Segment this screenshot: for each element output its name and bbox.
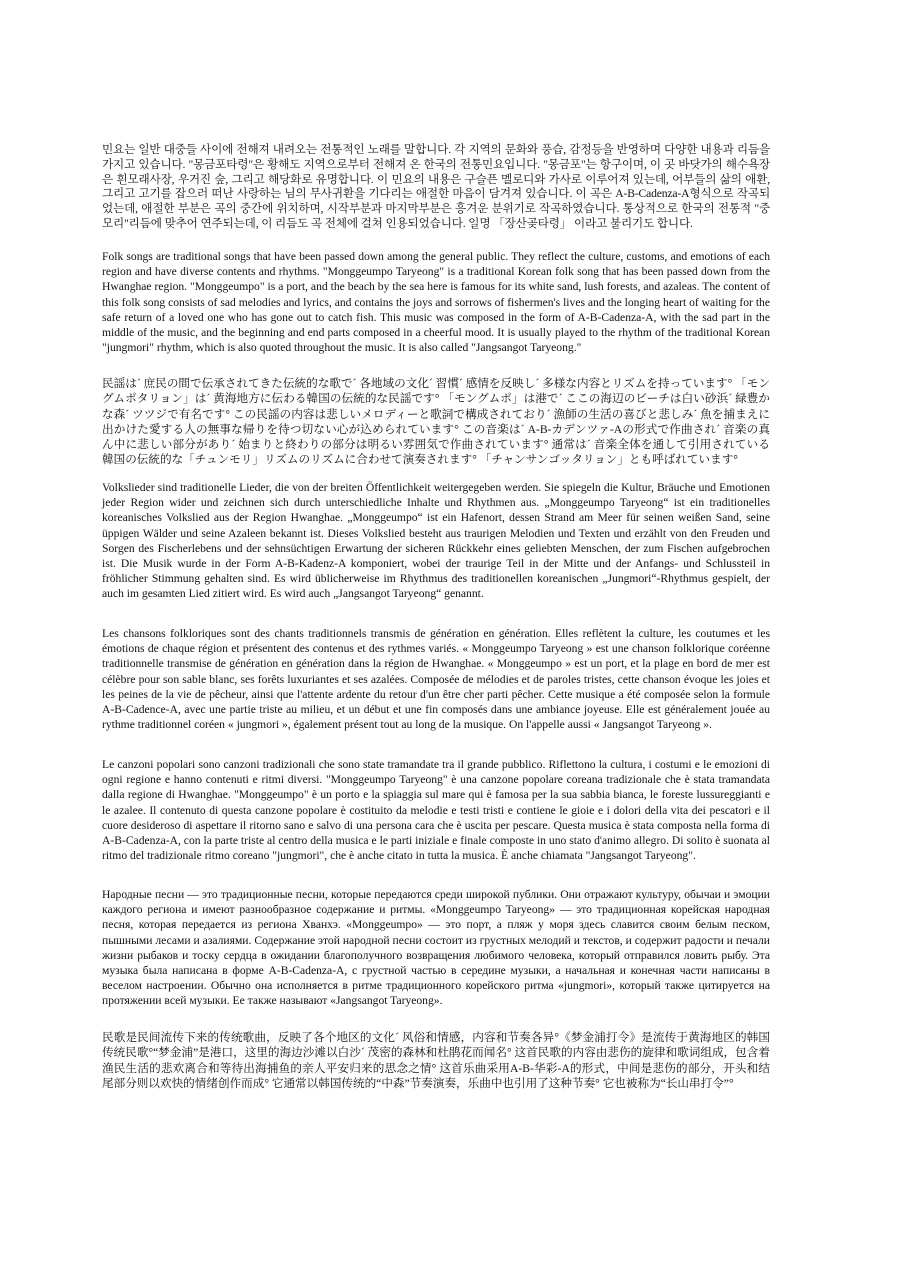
paragraph-russian: Народные песни — это традиционные песни, которые передаются среди широкой публики. Они отражают культуру, обычаи и эмоции каждого региона и имеют разнообразное содержание и ритмы. «Monggeumpo Taryeong» — это традиционная корейская народная песня, которая передается из региона Хванхэ. «Monggeumpo» — это порт, а пляж у моря здесь славится своим белым песком, пышными лесами и азалиями. Содержание этой народной песни состоит из грустных мелодий и текстов, и содержит радости и печали жизни рыбаков и тоску сердца в ожидании благополучного возвращения любимого человека, который отправился ловить рыбу. Эта музыка была написана в форме A-B-Cadenza-A, с грустной частью в середине музыки, а начальная и конечная части написаны в веселом настроении. Обычно она исполняется в ритме традиционного корейского ритма «jungmori», который также цитируется на протяжении всей музыки. Ее также называют «Jangsangot Taryeong». (102, 888, 770, 1008)
paragraph-chinese: 民歌是民间流传下来的传统歌曲，反映了各个地区的文化´ 风俗和情感，内容和节奏各异°《梦金浦打令》是流传于黄海地区的韩国传统民歌°“梦金浦”是港口，这里的海边沙滩以白沙´ 茂密的森林和杜鹃花而闻名° 这首民歌的内容由悲伤的旋律和歌词组成，包含着渔民生活的悲欢离合和等待出海捕鱼的亲人平安归来的思念之情° 这首乐曲采用A-B-华彩-A的形式，中间是悲伤的部分，开头和结尾部分则以欢快的情绪创作而成° 它通常以韩国传统的“中森”节奏演奏，乐曲中也引用了这种节奏° 它也被称为“长山串打令”° (102, 1031, 770, 1090)
paragraph-italian: Le canzoni popolari sono canzoni tradizionali che sono state tramandate tra il grande pubblico. Riflettono la cultura, i costumi e le emozioni di ogni regione e hanno contenuti e ritmi diversi. "Monggeumpo Taryeong" è una canzone popolare coreana tradizionale che è stata tramandata dalla regione di Hwanghae. "Monggeumpo" è un porto e la spiaggia sul mare qui è famosa per la sua sabbia bianca, le foreste lussureggianti e le azalee. Il contenuto di questa canzone popolare è costituito da melodie e testi tristi e contiene le gioie e i dolori della vita dei pescatori e il cuore desideroso di aspettare il ritorno sano e salvo di una persona cara che è uscita per pescare. Questa musica è stata composta nella forma di A-B-Cadenza-A, con la parte triste al centro della musica e le parti iniziale e finale composte in uno stato d'animo allegro. Di solito è suonata al ritmo del tradizionale ritmo coreano "jungmori", che è anche citato in tutta la musica. È anche chiamata "Jangsangot Taryeong". (102, 758, 770, 863)
paragraph-german: Volkslieder sind traditionelle Lieder, die von der breiten Öffentlichkeit weitergegeben werden. Sie spiegeln die Kultur, Bräuche und Emotionen jeder Region wider und zeichnen sich durch unterschiedliche Inhalte und Rhythmen aus. „Monggeumpo Taryeong“ ist ein traditionelles koreanisches Volkslied aus der Region Hwanghae. „Monggeumpo“ ist ein Hafenort, dessen Strand am Meer für seinen weißen Sand, seine üppigen Wälder und seine Azaleen bekannt ist. Dieses Volkslied besteht aus traurigen Melodien und Texten und erzählt von den Freuden und Sorgen des Fischerlebens und der sehnsüchtigen Erwartung der sicheren Rückkehr eines geliebten Menschen, der zum Fischen aufgebrochen ist. Die Musik wurde in der Form A-B-Kadenz-A komponiert, wobei der traurige Teil in der Mitte und der Anfangs- und Schlussteil in fröhlicher Stimmung gehalten sind. Es wird üblicherweise im Rhythmus des traditionellen koreanischen „Jungmori“-Rhythmus gespielt, der auch im gesamten Lied zitiert wird. Es wird auch „Jangsangot Taryeong“ genannt. (102, 481, 770, 601)
paragraph-korean: 민요는 일반 대중들 사이에 전해져 내려오는 전통적인 노래를 말합니다. 각 지역의 문화와 풍습, 감정등을 반영하며 다양한 내용과 리듬을 가지고 있습니다. "몽금포타령"은 황해도 지역으로부터 전해져 온 한국의 전통민요입니다. "몽금포"는 항구이며, 이 곳 바닷가의 해수욕장은 흰모래사장, 우거진 숲, 그리고 해당화로 유명합니다. 이 민요의 내용은 구슬픈 멜로디와 가사로 이루어져 있는데, 어부들의 삶의 애환, 그리고 고기를 잡으러 떠난 사랑하는 님의 무사귀환을 기다리는 애절한 마음이 담겨져 있습니다. 이 곡은 A-B-Cadenza-A형식으로 작곡되었는데, 애절한 부분은 곡의 중간에 위치하며, 시작부분과 마지막부분은 흥겨운 분위기로 작곡하였습니다. 통상적으로 한국의 전통적 "중모리"리듬에 맞추어 연주되는데, 이 리듬도 곡 전체에 걸쳐 인용되었습니다. 일명 「장산곶타령」 이라고 불리기도 합니다. (102, 143, 770, 230)
paragraph-english: Folk songs are traditional songs that have been passed down among the general public. They reflect the culture, customs, and emotions of each region and have diverse contents and rhythms. "Monggeumpo Taryeong" is a traditional Korean folk song that has been passed down from the Hwanghae region. "Monggeumpo" is a port, and the beach by the sea here is famous for its white sand, lush forests, and azaleas. The content of this folk song consists of sad melodies and lyrics, and contains the joys and sorrows of fishermen's lives and the longing heart of waiting for the safe return of a loved one who has gone out to catch fish. This music was composed in the form of A-B-Cadenza-A, with the sad part in the middle of the music, and the beginning and end parts composed in a cheerful mood. It is usually played to the rhythm of the traditional Korean "jungmori" rhythm, which is also quoted throughout the music. It is also called "Jangsangot Taryeong." (102, 250, 770, 355)
paragraph-japanese: 民謡は´ 庶民の間で伝承されてきた伝統的な歌で´ 各地域の文化´ 習慣´ 感情を反映し´ 多様な内容とリズムを持っています° 「モングムポタリョン」は´ 黄海地方に伝わる韓国の伝統的な民謡です° 「モングムポ」は港で´ ここの海辺のビーチは白い砂浜´ 緑豊かな森´ ツツジで有名です° この民謡の内容は悲しいメロディーと歌詞で構成されており´ 漁師の生活の喜びと悲しみ´ 魚を捕まえに出かけた愛する人の無事な帰りを待つ切ない心が込められています° この音楽は´ A-B-カデンツァ-Aの形式で作曲され´ 音楽の真ん中に悲しい部分があり´ 始まりと終わりの部分は明るい雰囲気で作曲されています° 通常は´ 音楽全体を通して引用されている韓国の伝統的な「チュンモリ」リズムのリズムに合わせて演奏されます° 「チャンサンゴッタリョン」とも呼ばれています° (102, 377, 770, 467)
paragraph-french: Les chansons folkloriques sont des chants traditionnels transmis de génération en génération. Elles reflètent la culture, les coutumes et les émotions de chaque région et présentent des contenus et des rythmes variés. « Monggeumpo Taryeong » est une chanson folklorique coréenne traditionnelle transmise de génération en génération dans la région de Hwanghae. « Monggeumpo » est un port, et la plage en bord de mer est célèbre pour son sable blanc, ses forêts luxuriantes et ses azalées. Composée de mélodies et de paroles tristes, cette chanson évoque les joies et les peines de la vie de pêcheur, ainsi que l'attente ardente du retour d'un être cher parti pêcher. Cette musique a été composée selon la formule A-B-Cadence-A, avec une partie triste au milieu, et un début et une fin composés dans une ambiance joyeuse. Elle est généralement jouée au rythme traditionnel coréen « jungmori », également présent tout au long de la musique. On l'appelle aussi « Jangsangot Taryeong ». (102, 627, 770, 732)
